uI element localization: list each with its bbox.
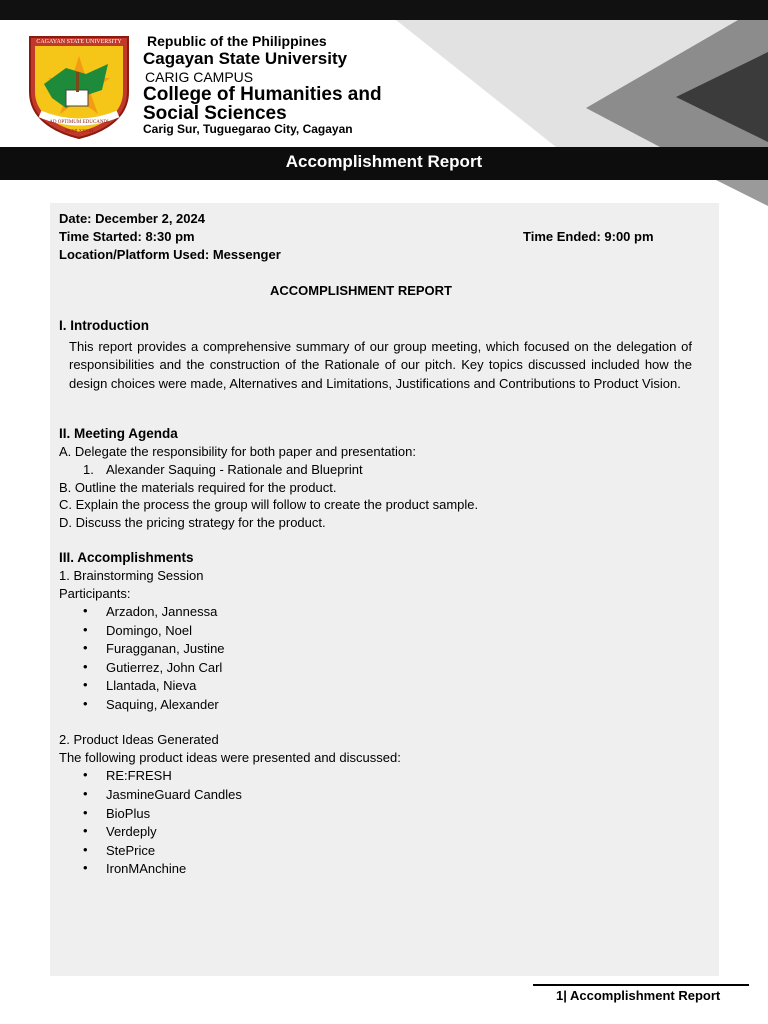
campus-name: CARIG CAMPUS bbox=[145, 69, 254, 85]
meta-time-started: Time Started: 8:30 pm bbox=[59, 229, 195, 244]
meta-time-ended: Time Ended: 9:00 pm bbox=[523, 229, 654, 244]
address: Carig Sur, Tuguegarao City, Cagayan bbox=[143, 122, 353, 136]
product-ideas-title: 2. Product Ideas Generated bbox=[59, 732, 219, 747]
product-idea-item: • JasmineGuard Candles bbox=[106, 788, 242, 801]
title-banner bbox=[0, 147, 768, 180]
participant-item: • Furagganan, Justine bbox=[106, 642, 225, 655]
banner-title: Accomplishment Report bbox=[285, 152, 483, 171]
product-ideas-intro: The following product ideas were presented and discussed: bbox=[59, 750, 401, 765]
introduction-heading: I. Introduction bbox=[59, 318, 149, 333]
participant-item: • Domingo, Noel bbox=[106, 624, 192, 637]
page-footer: 1| Accomplishment Report bbox=[556, 988, 721, 1003]
svg-text:AD OPTIMUM EDUCANDI: AD OPTIMUM EDUCANDI bbox=[49, 120, 109, 125]
university-name: Cagayan State University bbox=[143, 49, 348, 68]
participant-item: • Saquing, Alexander bbox=[106, 698, 219, 711]
agenda-item-c: C. Explain the process the group will follow to create the product sample. bbox=[59, 497, 479, 512]
university-seal-logo bbox=[26, 34, 132, 140]
product-idea-item: • RE:FRESH bbox=[106, 769, 172, 782]
meta-date: Date: December 2, 2024 bbox=[59, 211, 205, 226]
agenda-subitem-1: Alexander Saquing - Rationale and Blueprint bbox=[106, 462, 363, 477]
republic-label: Republic of the Philippines bbox=[147, 33, 327, 49]
product-idea-item: • StePrice bbox=[106, 844, 155, 857]
product-idea-item: • BioPlus bbox=[106, 807, 150, 820]
svg-text:MCMLXXVIII: MCMLXXVIII bbox=[65, 128, 93, 133]
introduction-body: This report provides a comprehensive summary of our group meeting, which focused on the delegation of responsibilities and the construction of the Rationale of our pitch. Key topics discussed included how the design choices were made, Alternatives and Limitations, Justifications and Contributions to Product Vision. bbox=[69, 339, 692, 391]
agenda-item-a: A. Delegate the responsibility for both paper and presentation: bbox=[59, 444, 417, 459]
footer-rule bbox=[533, 984, 749, 986]
svg-text:CAGAYAN STATE UNIVERSITY: CAGAYAN STATE UNIVERSITY bbox=[36, 39, 122, 45]
participant-item: • Llantada, Nieva bbox=[106, 679, 196, 692]
college-name-line1: College of Humanities and bbox=[143, 84, 382, 105]
participants-label: Participants: bbox=[59, 586, 131, 601]
report-heading: ACCOMPLISHMENT REPORT bbox=[270, 283, 452, 298]
agenda-heading: II. Meeting Agenda bbox=[59, 426, 178, 441]
participant-item: • Arzadon, Jannessa bbox=[106, 605, 217, 618]
college-name-line2: Social Sciences bbox=[143, 103, 287, 124]
agenda-item-d: D. Discuss the pricing strategy for the product. bbox=[59, 515, 326, 530]
agenda-item-b: B. Outline the materials required for the product. bbox=[59, 480, 337, 495]
meta-location: Location/Platform Used: Messenger bbox=[59, 247, 281, 262]
participant-item: • Gutierrez, John Carl bbox=[106, 661, 222, 674]
brainstorming-title: 1. Brainstorming Session bbox=[59, 568, 204, 583]
agenda-subitem-number: 1. bbox=[83, 462, 94, 477]
product-idea-item: • Verdeply bbox=[106, 825, 157, 838]
product-idea-item: • IronMAnchine bbox=[106, 862, 186, 875]
accomplishments-heading: III. Accomplishments bbox=[59, 550, 194, 565]
